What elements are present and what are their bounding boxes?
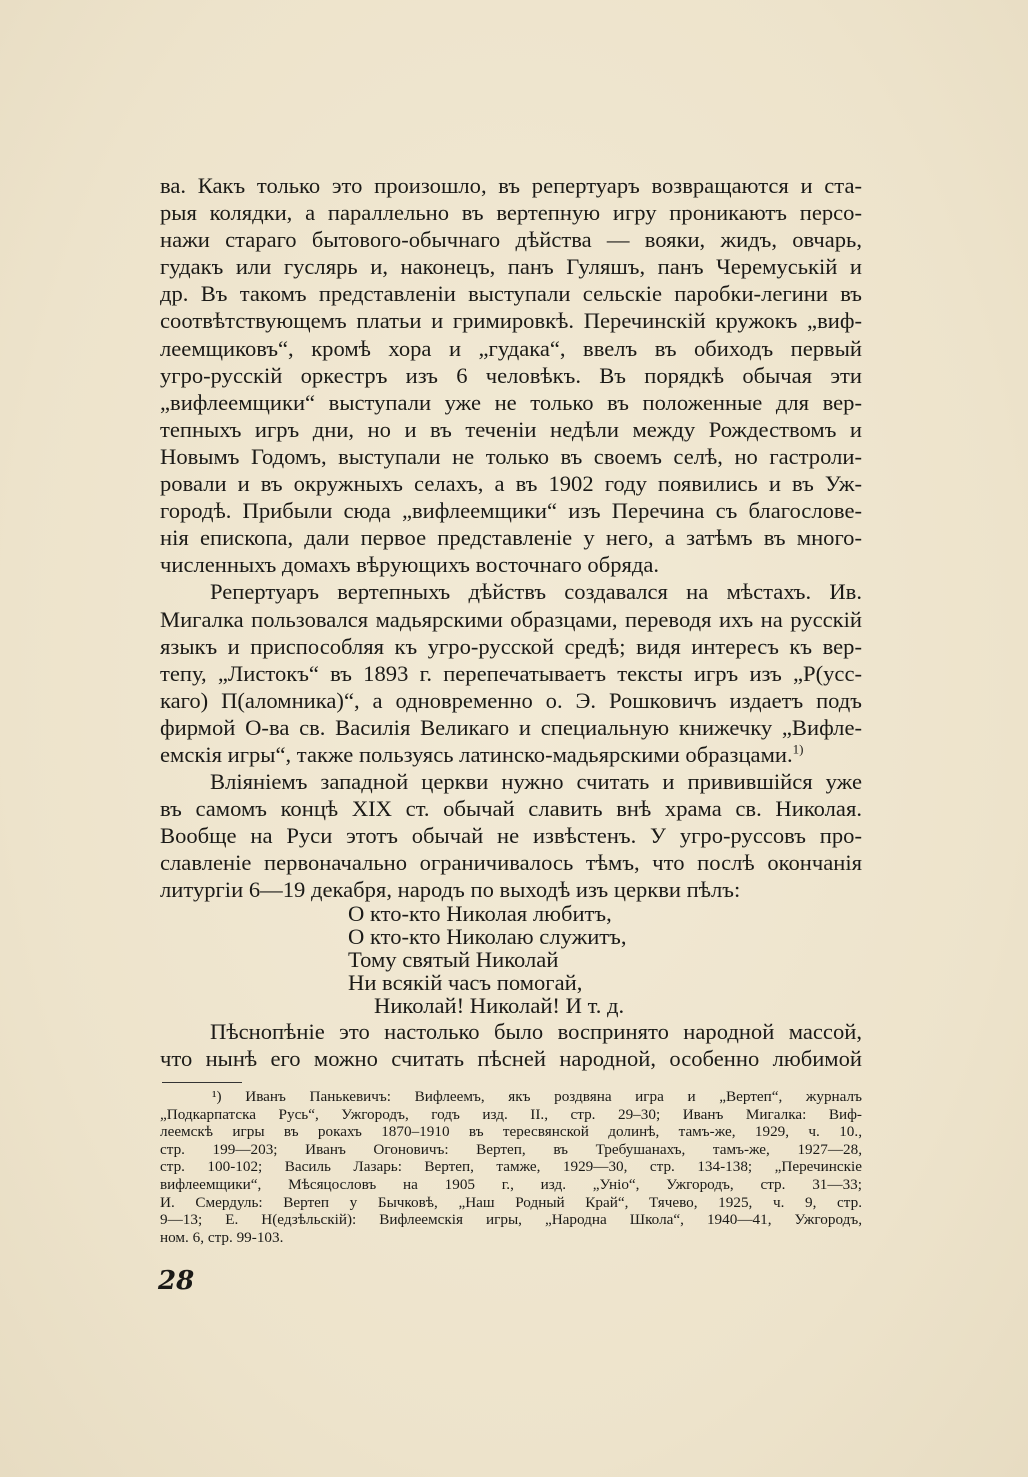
paragraph-1 — [160, 172, 862, 578]
text-line: рыя колядки, а параллельно въ вертепную игру проникаютъ персо- — [160, 200, 862, 226]
poem-verse — [348, 902, 627, 1017]
text-line: „вифлеемщики“ выступали уже не только въ положенные для вер- — [160, 389, 862, 415]
text-line: нажи стараго бытового-обычнаго дѣйства — вояки, жидъ, овчарь, — [160, 227, 862, 253]
footnote-line: И. Смердуль: Вертеп у Бычковѣ, „Наш Родный Край“, Тячево, 1925, ч. 9, стр. — [160, 1193, 862, 1211]
footnote — [160, 1088, 862, 1246]
page-number: 28 — [158, 1266, 195, 1296]
paragraph-2 — [160, 578, 862, 768]
text-line: литургіи 6—19 декабря, народъ по выходѣ изъ церкви пѣлъ: — [160, 877, 741, 903]
poem-line: Ни всякій часъ помогай, — [348, 970, 583, 995]
text-line: что нынѣ его можно считать пѣсней народной, особенно любимой — [160, 1046, 862, 1072]
footnote-line: 9—13; Е. Н(едзѣльскій): Вифлеемскія игры, „Народна Школа“, 1940—41, Ужгородъ, — [160, 1211, 862, 1229]
text-line: Вообще на Руси этотъ обычай не извѣстенъ. У угро-руссовъ про- — [160, 823, 862, 849]
text-line: леемщиковъ“, кромѣ хора и „гудака“, ввелъ въ обиходъ первый — [160, 335, 862, 361]
text-line: Новымъ Годомъ, выступали не только въ своемъ селѣ, но гастроли- — [160, 443, 862, 469]
text-line: тепу, „Листокъ“ въ 1893 г. перепечатываетъ тексты игръ изъ „Р(усс- — [160, 660, 862, 686]
text-line: угро-русскій оркестръ изъ 6 человѣкъ. Въ порядкѣ обычая эти — [160, 362, 862, 388]
footnote-line: ном. 6, стр. 99-103. — [160, 1228, 284, 1246]
text-line: численныхъ домахъ вѣрующихъ восточнаго обряда. — [160, 552, 660, 578]
text-line-with-footnote — [160, 741, 862, 768]
text-line: Пѣснопѣніе это настолько было воспринято народной массой, — [210, 1019, 862, 1044]
text-line: Вліяніемъ западной церкви нужно считать и привившійся уже — [210, 769, 862, 795]
footnote-reference: 1) — [792, 741, 804, 757]
poem-line: О кто-кто Николаю служитъ, — [348, 924, 627, 949]
paragraph-4 — [160, 1018, 862, 1072]
footnote-line: стр. 199—203; Иванъ Огоновичъ: Вертеп, въ Требушанахъ, тамъ-же, 1927—28, — [160, 1140, 862, 1158]
footnote-divider — [162, 1082, 242, 1083]
text-line: нія епископа, дали первое представленіе у него, а затѣмъ въ много- — [160, 525, 862, 551]
text-line: городѣ. Прибыли сюда „вифлеемщики“ изъ Перечина съ благослове- — [160, 498, 862, 524]
text-line: ровали и въ окружныхъ селахъ, а въ 1902 году появились и въ Уж- — [160, 471, 862, 497]
text-line: соотвѣтствующемъ платьи и гримировкѣ. Перечинскій кружокъ „виф- — [160, 308, 862, 334]
text-line: славленіе первоначально ограничивалось тѣмъ, что послѣ окончанія — [160, 850, 862, 876]
paragraph-3 — [160, 768, 862, 903]
text-line: гудакъ или гуслярь и, наконецъ, панъ Гуляшъ, панъ Черемуській и — [160, 254, 862, 280]
text-line: др. Въ такомъ представленіи выступали сельскіе паробки-легини въ — [160, 281, 862, 307]
text-line: каго) П(аломника)“, а одновременно о. Э. Рошковичъ издаетъ подъ — [160, 687, 862, 713]
text-line: въ самомъ концѣ XIX ст. обычай славить внѣ храма св. Николая. — [160, 796, 862, 822]
poem-line: О кто-кто Николая любитъ, — [348, 901, 612, 926]
text-line: емскія игры“, также пользуясь латинско-мадьярскими образцами. — [160, 741, 793, 767]
poem-line: Тому святый Николай — [348, 947, 559, 972]
text-line: ва. Какъ только это произошло, въ репертуаръ возвращаются и ста- — [160, 173, 862, 198]
main-text — [160, 172, 862, 904]
footnote-line: леемскѣ игры въ рокахъ 1870–1910 въ тересвянской долинѣ, тамъ-же, 1929, ч. 10., — [160, 1123, 862, 1141]
text-line: фирмой О-ва св. Василія Великаго и специальную книжечку „Вифле- — [160, 714, 862, 740]
text-line: языкъ и приспособляя къ угро-русской средѣ; видя интересъ къ вер- — [160, 633, 862, 659]
text-line: Мигалка пользовался мадьярскими образцами, переводя ихъ на русскій — [160, 606, 862, 632]
footnote-line: вифлеемщики“, Мѣсяцословъ на 1905 г., изд. „Уніо“, Ужгородъ, стр. 31—33; — [160, 1175, 862, 1193]
footnote-line: стр. 100-102; Василь Лазарь: Вертеп, тамже, 1929—30, стр. 134-138; „Перечинскіе — [160, 1158, 862, 1176]
text-line: Репертуаръ вертепныхъ дѣйствъ создавался на мѣстахъ. Ив. — [210, 579, 862, 605]
text-line: тепныхъ игръ дни, но и въ теченіи недѣли между Рождествомъ и — [160, 416, 862, 442]
footnote-line: „Подкарпатска Русь“, Ужгородъ, годъ изд. II., стр. 29–30; Иванъ Мигалка: Виф- — [160, 1105, 862, 1123]
footnote-line: ¹) Иванъ Панькевичъ: Вифлеемъ, якъ роздвяна игра и „Вертеп“, журналъ — [212, 1088, 862, 1105]
poem-line: Николай! Николай! И т. д. — [374, 993, 625, 1018]
